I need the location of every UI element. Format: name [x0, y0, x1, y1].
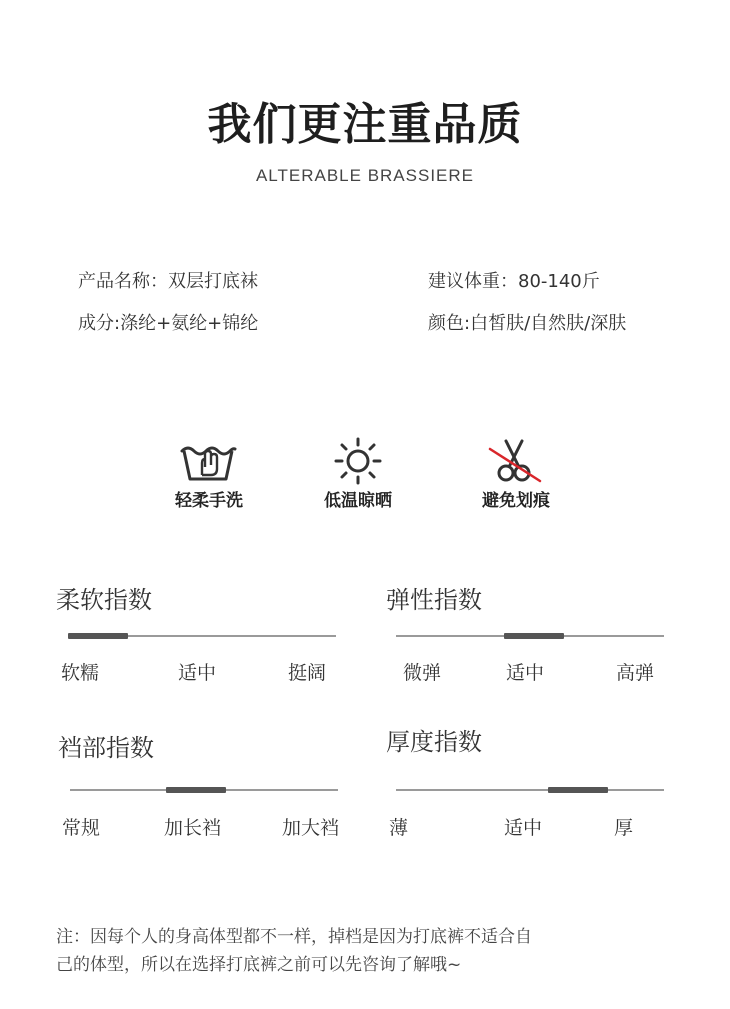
softness-tick-low: 软糯 [61, 662, 100, 684]
elasticity-level-marker [504, 633, 564, 639]
softness-level-marker [68, 633, 128, 639]
spec-product-name: 产品名称：双层打底袜 [78, 271, 258, 292]
note-line-1: 注：因每个人的身高体型都不一样，掉档是因为打底裤不适合自 [56, 927, 532, 947]
thickness-track [396, 789, 664, 791]
page-subtitle: ALTERABLE BRASSIERE [255, 166, 475, 185]
softness-track [68, 635, 336, 637]
thickness-tick-low: 薄 [389, 817, 409, 839]
sun-icon [328, 437, 388, 489]
care-label-avoid-scratch: 避免划痕 [482, 491, 550, 511]
hand-wash-icon [178, 437, 238, 489]
index-title-elasticity: 弹性指数 [386, 586, 482, 614]
index-title-thickness: 厚度指数 [386, 728, 482, 756]
crotch-tick-mid: 加长裆 [164, 817, 222, 839]
crotch-level-marker [166, 787, 226, 793]
elasticity-tick-high: 高弹 [616, 662, 655, 684]
crotch-tick-high: 加大裆 [282, 817, 340, 839]
crotch-track [70, 789, 338, 791]
care-label-hand-wash: 轻柔手洗 [175, 491, 243, 511]
spec-color: 颜色:白皙肤/自然肤/深肤 [428, 313, 627, 334]
elasticity-tick-mid: 适中 [506, 662, 545, 684]
page-title: 我们更注重品质 [207, 99, 523, 150]
elasticity-tick-low: 微弹 [403, 662, 442, 684]
index-title-crotch: 裆部指数 [58, 734, 154, 762]
index-title-softness: 柔软指数 [56, 586, 152, 614]
care-label-low-temp-dry: 低温晾晒 [324, 491, 392, 511]
softness-tick-mid: 适中 [178, 662, 217, 684]
thickness-tick-high: 厚 [614, 817, 634, 839]
note-line-2: 己的体型，所以在选择打底裤之前可以先咨询了解哦~ [56, 955, 462, 975]
spec-weight: 建议体重：80-140斤 [428, 271, 600, 292]
elasticity-track [396, 635, 664, 637]
spec-material: 成分:涤纶+氨纶+锦纶 [78, 313, 259, 334]
no-scissors-icon [484, 437, 544, 489]
softness-tick-high: 挺阔 [288, 662, 327, 684]
thickness-level-marker [548, 787, 608, 793]
thickness-tick-mid: 适中 [504, 817, 543, 839]
crotch-tick-low: 常规 [62, 817, 101, 839]
